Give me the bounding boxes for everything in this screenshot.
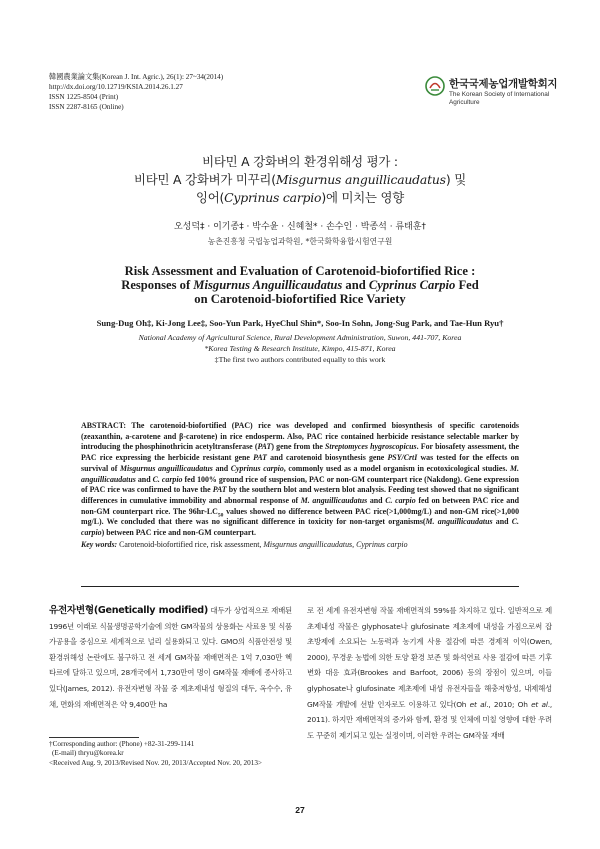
abstract-species: Misgurnus anguillicaudatus [119, 463, 213, 473]
abstract-species: M. anguillicaudatus [425, 517, 493, 527]
abstract-text: fed on between PAC rice and non-GM counterpart rice. The 96hr-LC [81, 495, 519, 516]
abstract-species: C. carpio [81, 517, 520, 538]
abstract-text: . For biosafety assessment, the PAC rice expressing the herbicide resistant gene [81, 442, 519, 463]
abstract-text: and [367, 495, 386, 505]
english-title-part-a: Responses of [121, 278, 194, 292]
issn-online: ISSN 2287-8165 (Online) [49, 103, 124, 111]
abstract-text: ) between PAC rice and non-GM counterpart. [101, 528, 256, 538]
body-right-etal: et al [531, 699, 548, 709]
society-emblem-icon [425, 76, 445, 96]
english-title-part-e: Fed [455, 278, 479, 292]
abstract-body [81, 421, 519, 539]
body-column-left [49, 603, 292, 712]
section-heading: 유전자변형(Genetically modified) [49, 605, 208, 616]
abstract-gene-pat: PAT [212, 485, 227, 495]
korean-title-line2-suffix: ) 및 [445, 172, 466, 187]
abstract-text: and carotenoid biosynthesis gene [266, 453, 388, 463]
korean-title-line1: 비타민 A 강화벼의 환경위해성 평가 : [202, 154, 398, 169]
abstract-text: ) gene from the [271, 442, 326, 452]
body-left-text: 대두가 상업적으로 재배된 1996년 이래로 식물생명공학기술에 의한 GM작물의 상용화는 사료용 및 식품가공용을 중심으로 세계적으로 널리 실용화되고 있다. GMO의 식품안전성 및 환경위해성 논란에도 불구하고 전 세계 GM작물 재배면적은 1억 7,030만 헥타르에 달하고 있으며, 28개국에서 1,730만여 명이 GM작물 재배에 종사하고 있다(James, 2012). 유전자변형 작물 중 제초제내성 형질의 대두, 옥수수, 유채, 면화의 재배면적은 약 9,400만 ha [49, 606, 292, 709]
footnote-email: (E-mail) thryu@korea.kr [52, 749, 124, 758]
abstract-divider [81, 586, 519, 587]
footnote-dates: <Received Aug. 9, 2013/Revised Nov. 20, 2013/Accepted Nov. 20, 2013> [49, 758, 262, 767]
abstract-text: was tested for the effects on survival of [81, 453, 520, 473]
korean-title-species1: Misgurnus anguillicaudatus [275, 172, 446, 187]
logo-english-name [449, 91, 549, 107]
page-number: 27 [295, 805, 305, 815]
korean-title-line3-suffix: )에 미치는 영향 [321, 190, 405, 205]
logo-english-line2: Agriculture [449, 99, 480, 106]
body-right-text-b: ., 2010; Oh [486, 699, 532, 709]
abstract-subscript: 50 [217, 512, 224, 519]
english-title-species1: Misgurnus Anguillicaudatus [193, 278, 343, 292]
korean-title-line3-prefix: 잉어( [195, 190, 225, 205]
doi-link[interactable]: http://dx.doi.org/10.12719/KSIA.2014.26.1.27 [49, 83, 183, 91]
english-title-line3: on Carotenoid-biofortified Rice Variety [194, 292, 406, 306]
abstract-label: ABSTRACT: [81, 421, 127, 430]
abstract-text: and [212, 463, 231, 473]
english-affiliation-line1: National Academy of Agricultural Science, Rural Development Administration, Suwon, 441-707, Korea [138, 333, 462, 342]
abstract-species: M. anguillicaudatus [81, 463, 519, 484]
english-affiliation-line2: *Korea Testing & Research Institute, Kimpo, 415-871, Korea [204, 344, 396, 353]
korean-title-species2: Cyprinus carpio [224, 190, 322, 205]
author-contribution-note: ‡The first two authors contributed equally to this work [214, 355, 386, 364]
abstract-text: fed 100% ground rice of suspension, PAC or non-GM counterpart rice (Nakdong). Gene expression of PAC rice was confirmed to have the [81, 474, 520, 495]
logo-english-line1: The Korean Society of International [449, 91, 550, 98]
footnote-rule [49, 737, 139, 738]
abstract-species: M. anguillicaudatus [300, 495, 368, 505]
abstract-species: Streptomyces hygroscopicus [325, 442, 417, 452]
korean-authors: 오성덕‡ · 이기종‡ · 박수윤 · 신혜철* · 손수인 · 박종석 · 류태훈† [173, 222, 427, 232]
english-title-species2: Cyprinus Carpio [368, 278, 456, 292]
abstract-species: C. carpio [152, 474, 183, 484]
logo-korean-name: 한국국제농업개발학회지 [449, 78, 558, 90]
korean-title-line2 [0, 171, 600, 188]
keywords-species: Misgurnus anguillicaudatus, Cyprinus carpio [263, 539, 408, 549]
abstract-text: values showed no difference between PAC rice(>1,000mg/L) and non-GM rice(>1,000 mg/L). We concluded that there was no significant difference in toxicity for non-target organisms( [81, 506, 520, 527]
abstract-species: C. carpio [385, 495, 416, 505]
footnote [49, 740, 299, 768]
body-right-etal: et al [469, 699, 487, 709]
footnote-corresponding: †Corresponding author: (Phone) +82-31-299-1141 [49, 740, 195, 748]
body-column-right [307, 603, 552, 743]
abstract-text: by the southern blot and western blot analysis. Feeding test showed that no significant differences in cumulative immobility and abnormal response of [81, 485, 519, 505]
abstract-text: The carotenoid-biofortified (PAC) rice was developed and confirmed biosynthesis of specific carotenoids (zeaxanthin, a-carotene and β-carotene) in rice endosperm. Also, PAC rice contained herbicide resistance selectable marker by introducing the phosphinothricin acetyltransferase ( [81, 421, 519, 452]
abstract-gene-pat: PAT [257, 442, 272, 452]
english-authors: Sung-Dug Oh‡, Ki-Jong Lee‡, Soo-Yun Park, HyeChul Shin*, Soo-In Sohn, Jong-Sug Park, and Tae-Hun Ryu† [96, 318, 504, 328]
english-title-line1: Risk Assessment and Evaluation of Carotenoid-biofortified Rice : [124, 264, 476, 278]
keywords-text: Carotenoid-biofortified rice, risk assessment, [117, 539, 264, 549]
journal-citation: 韓國農業論文集(Korean J. Int. Agric.), 26(1): 27~34(2014) [49, 73, 224, 81]
korean-title-line3 [0, 189, 600, 206]
abstract-text: , commonly used as a model organism in ecotoxicological studies. [283, 463, 510, 473]
abstract-gene-psy: PSY/CrtI [387, 453, 418, 463]
keywords [81, 540, 519, 551]
body-right-text-c: ., 2011). 하지만 재배면적의 증가와 함께, 환경 및 인체에 미칠 영향에 대한 우려도 꾸준히 제기되고 있는 실정이며, 이러한 우려는 GM작물 재배 [307, 699, 552, 740]
korean-affiliation: 농촌진흥청 국립농업과학원, *한국화학융합시험연구원 [207, 237, 393, 246]
abstract [81, 421, 519, 550]
english-title-line2 [0, 279, 600, 293]
body-right-text-a: 로 전 세계 유전자변형 작물 재배면적의 59%를 차지하고 있다. 일반적으로 제초제내성 작물은 glyphosate나 glufosinate 제초제에 내성을 가짐으로써 잡초방제에 소요되는 노동력과 농기계 사용 절감에 따른 경제적 이익(Owen, 2000), 무경운 농법에 의한 토양 환경 보존 및 화석연료 사용 절감에 따른 기후 변화 대응 효과(Brookes and Barfoot, 2006) 등의 장점이 있으며, 이들 glyphosate나 glufosinate 제초제에 내성 유전자들을 해충저항성, 내제해성 GM작물 개발에 선발 인자로도 이용하고 있다(Oh [307, 606, 552, 709]
abstract-text: and [492, 517, 512, 527]
society-logo [425, 74, 565, 118]
abstract-gene-pat: PAT [253, 453, 267, 463]
english-title-part-c: and [342, 278, 369, 292]
abstract-species: Cyprinus carpio [230, 463, 284, 473]
abstract-text: and [135, 474, 153, 484]
keywords-label: Key words: [81, 539, 118, 549]
korean-title-line2-prefix: 비타민 A 강화벼가 미꾸리( [134, 172, 276, 187]
issn-print: ISSN 1225-8504 (Print) [49, 93, 119, 101]
